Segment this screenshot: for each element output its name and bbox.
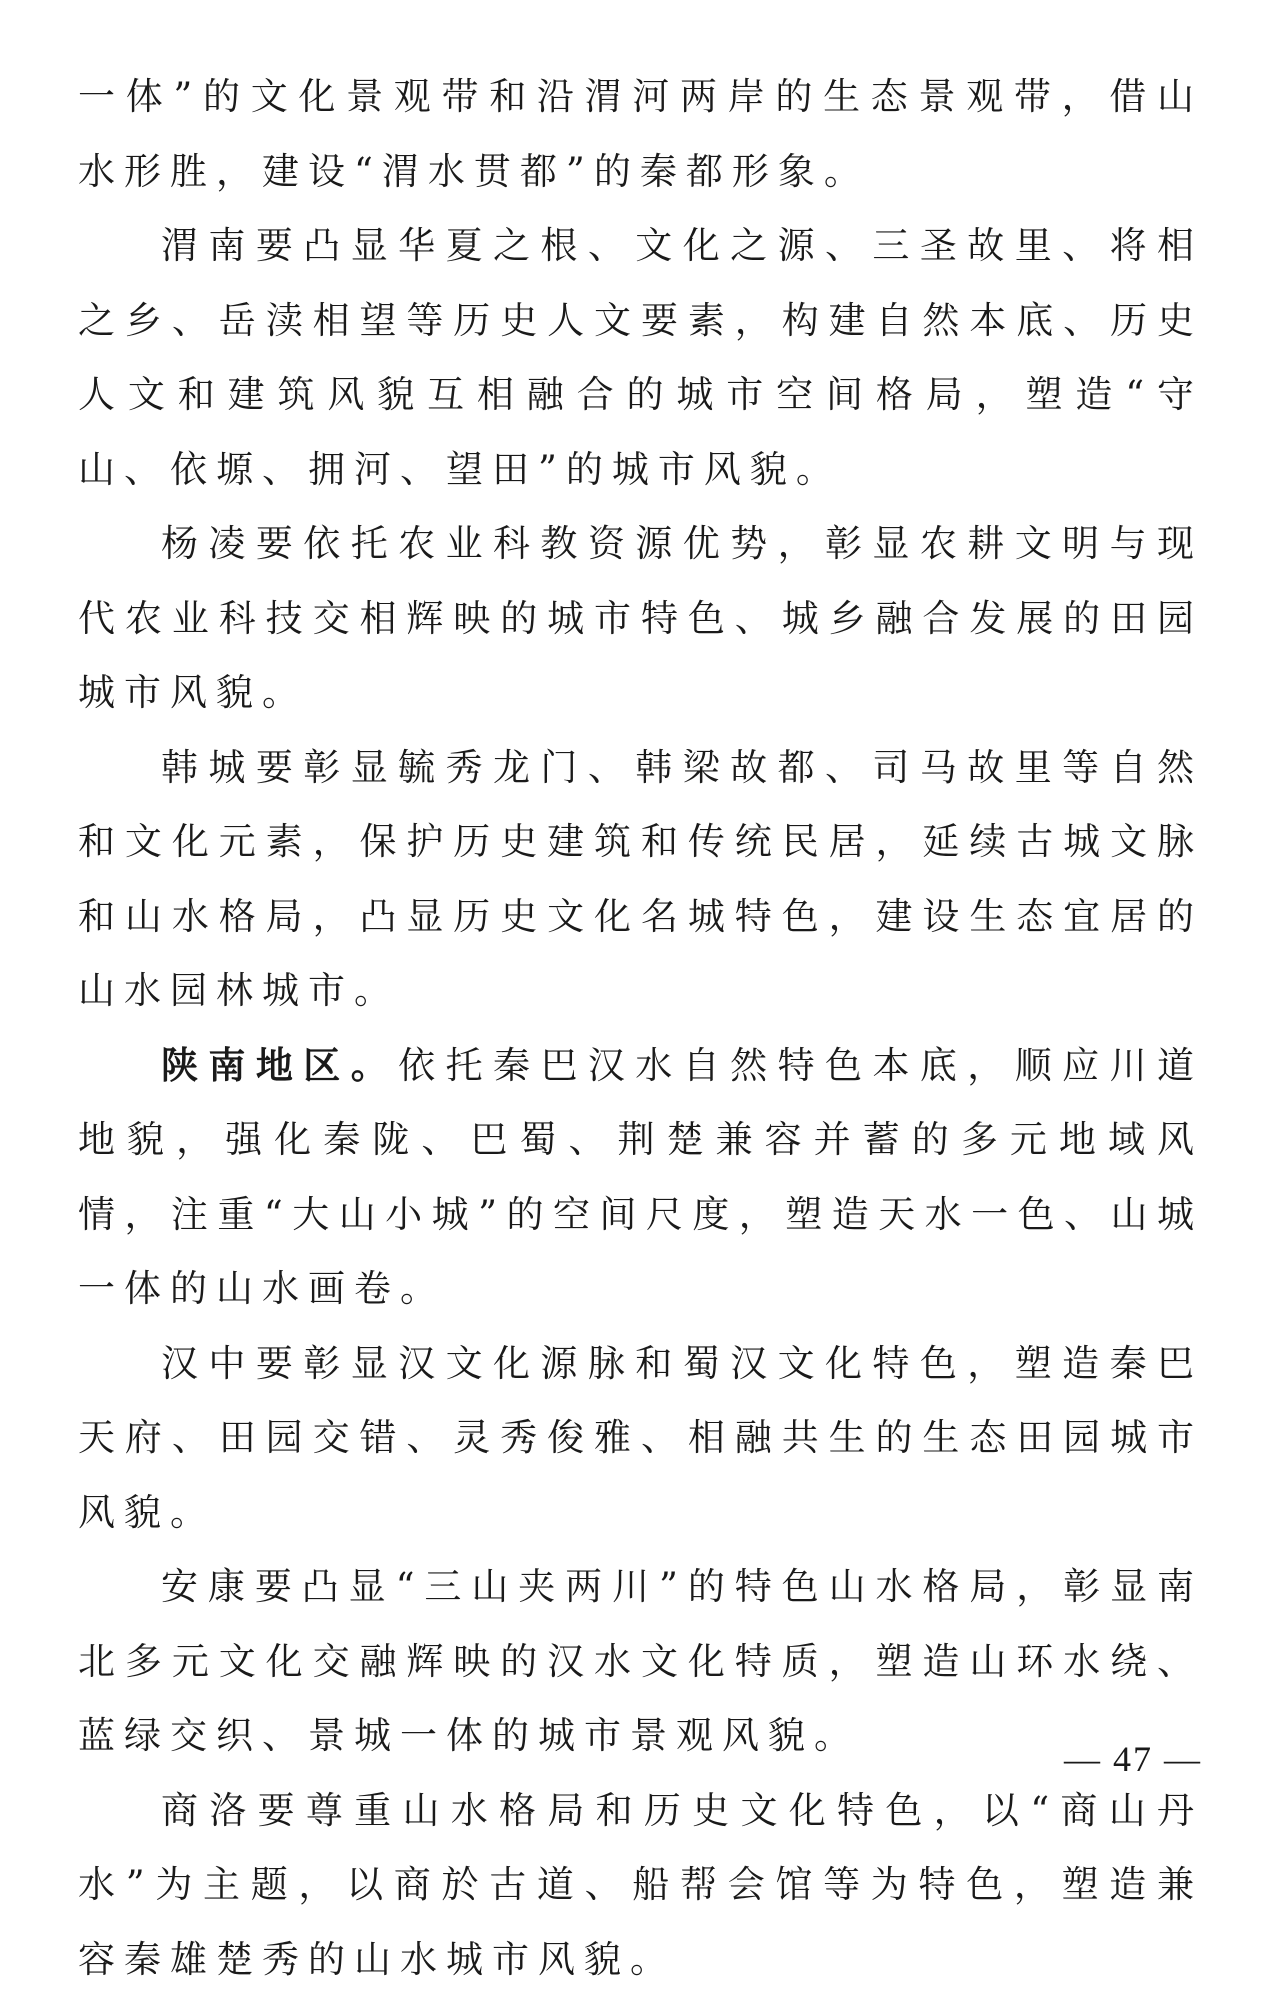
paragraph xyxy=(78,1550,1203,1774)
paragraph-text: 杨凌要依托农业科教资源优势，彰显农耕文明与现代农业科技交相辉映的城市特色、城乡融合发展的田园城市风貌。 xyxy=(78,522,1203,714)
paragraph xyxy=(78,1774,1203,1997)
paragraph xyxy=(78,209,1203,507)
paragraph-text: 一体”的文化景观带和沿渭河两岸的生态景观带，借山水形胜，建设“渭水贯都”的秦都形象。 xyxy=(78,75,1203,193)
paragraph xyxy=(78,60,1203,209)
paragraph-text: 依托秦巴汉水自然特色本底，顺应川道地貌，强化秦陇、巴蜀、荆楚兼容并蓄的多元地域风情，注重“大山小城”的空间尺度，塑造天水一色、山城一体的山水画卷。 xyxy=(78,1044,1203,1311)
paragraph-text: 韩城要彰显毓秀龙门、韩梁故都、司马故里等自然和文化元素，保护历史建筑和传统民居，延续古城文脉和山水格局，凸显历史文化名城特色，建设生态宜居的山水园林城市。 xyxy=(78,746,1203,1013)
page-number: — 47 — xyxy=(1064,1738,1202,1780)
paragraph-text: 商洛要尊重山水格局和历史文化特色，以“商山丹水”为主题，以商於古道、船帮会馆等为特色，塑造兼容秦雄楚秀的山水城市风貌。 xyxy=(78,1789,1203,1981)
section-lead: 陕南地区。 xyxy=(161,1044,398,1087)
paragraph-text: 汉中要彰显汉文化源脉和蜀汉文化特色，塑造秦巴天府、田园交错、灵秀俊雅、相融共生的生态田园城市风貌。 xyxy=(78,1342,1203,1534)
paragraph xyxy=(78,1029,1203,1327)
paragraph-text: 渭南要凸显华夏之根、文化之源、三圣故里、将相之乡、岳渎相望等历史人文要素，构建自然本底、历史人文和建筑风貌互相融合的城市空间格局，塑造“守山、依塬、拥河、望田”的城市风貌。 xyxy=(78,224,1203,491)
paragraph xyxy=(78,507,1203,731)
document-body xyxy=(78,60,1203,1997)
paragraph xyxy=(78,1327,1203,1551)
paragraph xyxy=(78,731,1203,1029)
paragraph-text: 安康要凸显“三山夹两川”的特色山水格局，彰显南北多元文化交融辉映的汉水文化特质，塑造山环水绕、蓝绿交织、景城一体的城市景观风貌。 xyxy=(78,1565,1203,1757)
